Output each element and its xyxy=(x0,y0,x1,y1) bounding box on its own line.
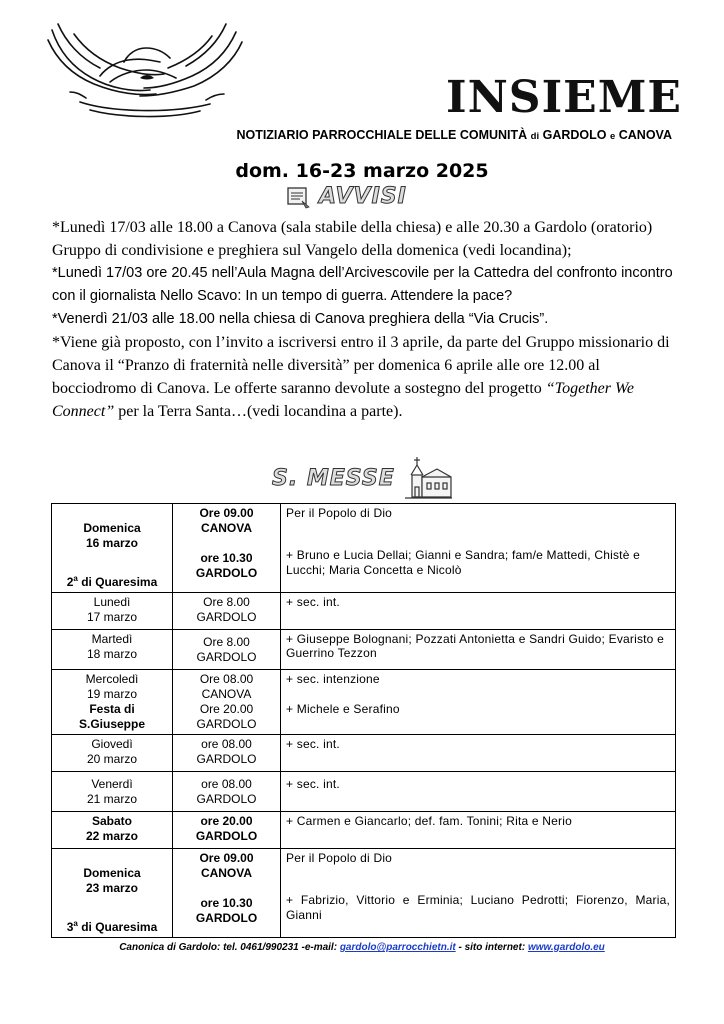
note-superscript: a xyxy=(73,574,78,583)
mass-place: GARDOLO xyxy=(196,650,257,664)
mass-time: Ore 8.00 xyxy=(203,595,250,609)
subtitle-di: di xyxy=(530,131,540,142)
day-cell xyxy=(52,735,173,772)
table-row xyxy=(52,504,676,593)
note-text: di Quaresima xyxy=(77,920,158,934)
mass-time: Ore 09.00 xyxy=(199,851,254,865)
subtitle-main: NOTIZIARIO PARROCCHIALE DELLE COMUNITÀ xyxy=(236,128,528,142)
avviso-item: *Venerdì 21/03 alle 18.00 nella chiesa di Canova preghiera della “Via Crucis”. xyxy=(52,311,549,327)
day-name: Domenica xyxy=(83,521,141,535)
intention-cell xyxy=(281,670,676,735)
messe-title: S. MESSE xyxy=(272,465,395,491)
day-date: 18 marzo xyxy=(86,647,138,661)
day-name: Domenica xyxy=(83,866,141,880)
day-date: 16 marzo xyxy=(85,536,139,550)
day-name: Venerdì xyxy=(91,777,133,791)
table-row xyxy=(52,812,676,849)
mass-place: GARDOLO xyxy=(196,792,257,806)
intention-cell xyxy=(281,630,676,670)
mass-place: GARDOLO xyxy=(195,911,258,925)
day-cell xyxy=(52,504,173,593)
mass-place: CANOVA xyxy=(200,866,253,880)
intention-cell xyxy=(281,593,676,630)
avvisi-list xyxy=(52,216,677,423)
mass-place: GARDOLO xyxy=(196,752,257,766)
table-row xyxy=(52,772,676,812)
day-date: 19 marzo xyxy=(86,687,138,701)
avviso-project-name: “Together We Connect” xyxy=(52,380,634,420)
day-name: Mercoledì xyxy=(85,672,139,686)
subtitle-place-gardolo: GARDOLO xyxy=(542,128,607,142)
avvisi-title: AVVISI xyxy=(319,184,407,209)
mass-intention: + sec. int. xyxy=(286,777,340,791)
time-cell xyxy=(173,812,281,849)
mass-schedule-table xyxy=(51,503,676,938)
mass-time: ore 20.00 xyxy=(200,814,253,828)
intention-cell xyxy=(281,772,676,812)
mass-intention: + sec. intenzione xyxy=(286,672,380,686)
liturgical-note xyxy=(55,571,169,590)
avvisi-header xyxy=(285,184,407,209)
table-row xyxy=(52,849,676,938)
footer-phone: Canonica di Gardolo: tel. 0461/990231 -e-mail: xyxy=(119,942,340,953)
mass-time: Ore 09.00 xyxy=(199,506,254,520)
day-name: Sabato xyxy=(91,814,132,828)
avviso-item xyxy=(52,331,677,423)
intention-cell xyxy=(281,735,676,772)
masthead-title: INSIEME xyxy=(446,72,682,123)
table-row xyxy=(52,630,676,670)
footer-middle: - sito internet: xyxy=(455,942,528,953)
newsletter-subtitle xyxy=(200,128,672,142)
mass-intention: + Carmen e Giancarlo; def. fam. Tonini; Rita e Nerio xyxy=(286,814,572,828)
time-cell xyxy=(173,593,281,630)
intention-cell xyxy=(281,849,676,938)
day-name: Lunedì xyxy=(93,595,131,609)
feast-name: S.Giuseppe xyxy=(78,717,146,731)
day-cell xyxy=(52,670,173,735)
mass-intention: Per il Popolo di Dio xyxy=(286,851,393,865)
table-row xyxy=(52,735,676,772)
day-cell xyxy=(52,630,173,670)
feast-label: Festa di xyxy=(89,702,135,716)
mass-place: CANOVA xyxy=(200,521,253,535)
time-cell xyxy=(173,630,281,670)
mass-time: Ore 8.00 xyxy=(203,635,250,649)
time-cell xyxy=(173,735,281,772)
mass-time: Ore 08.00 xyxy=(199,672,254,686)
mass-intention: Per il Popolo di Dio xyxy=(286,506,393,520)
intention-cell xyxy=(281,812,676,849)
notice-board-icon xyxy=(285,185,311,209)
mass-intention: + Giuseppe Bolognani; Pozzati Antonietta e Sandri Guido; Evaristo e Guerrino Tezzon xyxy=(286,632,664,660)
messe-header xyxy=(272,455,453,501)
day-cell xyxy=(52,593,173,630)
day-name: Giovedì xyxy=(91,737,133,751)
praying-hands-logo xyxy=(40,18,250,128)
mass-place: GARDOLO xyxy=(195,829,258,843)
time-cell xyxy=(173,504,281,593)
day-cell xyxy=(52,849,173,938)
time-cell xyxy=(173,670,281,735)
mass-place: GARDOLO xyxy=(196,717,257,731)
day-name: Martedì xyxy=(91,632,133,646)
avviso-text-end: per la Terra Santa…(vedi locandina a parte). xyxy=(114,403,403,420)
mass-time: ore 08.00 xyxy=(201,777,252,791)
liturgical-note xyxy=(55,916,169,935)
mass-intention: + Bruno e Lucia Dellai; Gianni e Sandra; fam/e Mattedi, Chistè e Lucchi; Maria Concetta e Nicolò xyxy=(286,548,640,577)
day-date: 23 marzo xyxy=(85,881,139,895)
day-date: 21 marzo xyxy=(86,792,138,806)
email-link[interactable]: gardolo@parrocchietn.it xyxy=(339,942,456,953)
avviso-text: *Viene già proposto, con l’invito a iscriversi entro il 3 aprile, da parte del Gruppo missionario di Canova il “Pranzo di fraternità nelle diversità” per domenica 6 aprile alle ore 12.00 al bocciodromo di Canova. Le offerte saranno devolute a sostegno del progetto xyxy=(52,334,670,397)
table-row xyxy=(52,593,676,630)
mass-time: Ore 20.00 xyxy=(199,702,254,716)
time-cell xyxy=(173,772,281,812)
note-number: 2 xyxy=(66,575,74,589)
church-icon xyxy=(403,455,453,501)
day-date: 17 marzo xyxy=(86,610,138,624)
subtitle-place-canova: CANOVA xyxy=(618,128,672,142)
mass-intention: + Michele e Serafino xyxy=(286,702,400,716)
day-date: 20 marzo xyxy=(86,752,138,766)
intention-cell xyxy=(281,504,676,593)
note-number: 3 xyxy=(66,920,74,934)
day-cell xyxy=(52,772,173,812)
day-cell xyxy=(52,812,173,849)
mass-intention: + sec. int. xyxy=(286,595,340,609)
time-cell xyxy=(173,849,281,938)
mass-intention: + sec. int. xyxy=(286,737,340,751)
subtitle-e: e xyxy=(609,131,616,142)
avviso-item: *Lunedì 17/03 alle 18.00 a Canova (sala stabile della chiesa) e alle 20.30 a Gardolo (oratorio) Gruppo di condivisione e preghiera sul Vangelo della domenica (vedi locandina); xyxy=(52,219,653,259)
table-row xyxy=(52,670,676,735)
issue-date-title: dom. 16-23 marzo 2025 xyxy=(235,160,489,182)
mass-time: ore 10.30 xyxy=(200,551,253,565)
mass-time: ore 10.30 xyxy=(200,896,253,910)
mass-intention: + Fabrizio, Vittorio e Erminia; Luciano Pedrotti; Fiorenzo, Maria, Gianni xyxy=(286,893,670,922)
website-link[interactable]: www.gardolo.eu xyxy=(527,942,605,953)
mass-place: CANOVA xyxy=(201,687,252,701)
mass-time: ore 08.00 xyxy=(201,737,252,751)
mass-place: GARDOLO xyxy=(196,610,257,624)
contact-footer xyxy=(0,942,724,953)
avviso-item: *Lunedì 17/03 ore 20.45 nell’Aula Magna dell’Arcivescovile per la Cattedra del confronto incontro con il giornalista Nello Scavo: In un tempo di guerra. Attendere la pace? xyxy=(52,265,673,304)
mass-place: GARDOLO xyxy=(195,566,258,580)
note-superscript: a xyxy=(73,919,78,928)
note-text: di Quaresima xyxy=(77,575,158,589)
day-date: 22 marzo xyxy=(85,829,139,843)
